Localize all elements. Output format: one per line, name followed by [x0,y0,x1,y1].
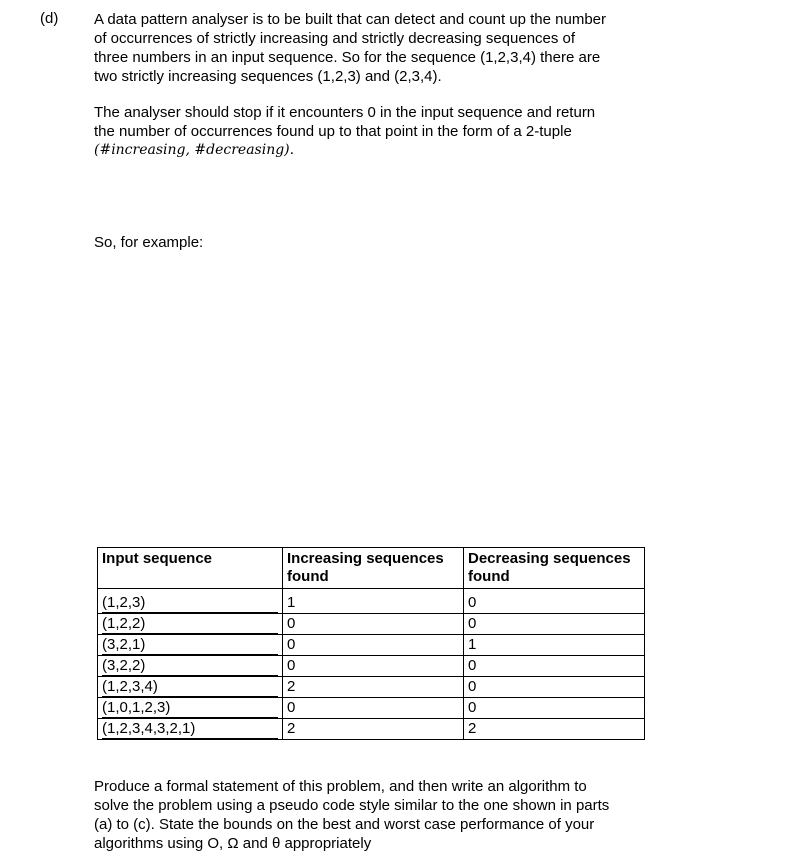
cell-input-sequence: (1,0,1,2,3) [98,698,283,719]
intro-line: A data pattern analyser is to be built that can detect and count up the number [94,11,607,28]
header-decreasing: Decreasing sequences found [464,548,645,589]
example-intro: So, for example: [94,234,204,251]
cell-decreasing: 2 [464,719,645,740]
stop-condition-paragraph [94,103,774,160]
cell-input-sequence: (1,2,3,4,3,2,1) [98,719,283,740]
intro-line: of occurrences of strictly increasing and strictly decreasing sequences of [94,30,576,47]
closing-line: algorithms using O, Ω and θ appropriately [94,835,372,852]
cell-increasing: 0 [283,614,464,635]
cell-increasing: 0 [283,635,464,656]
table-row [98,719,645,740]
cell-increasing: 1 [283,589,464,614]
table-row [98,656,645,677]
cell-decreasing: 0 [464,698,645,719]
cell-increasing: 0 [283,656,464,677]
cell-input-sequence: (1,2,2) [98,614,283,635]
cell-input-sequence: (3,2,1) [98,635,283,656]
table-row [98,589,645,614]
cell-input-sequence: (1,2,3) [98,589,283,614]
intro-line: three numbers in an input sequence. So for the sequence (1,2,3,4) there are [94,49,601,66]
closing-paragraph [94,777,774,853]
cell-decreasing: 1 [464,635,645,656]
cell-increasing: 2 [283,677,464,698]
question-label: (d) [40,10,59,27]
cell-increasing: 2 [283,719,464,740]
table-header-row [98,548,645,589]
tuple-formula: (#increasing, #decreasing). [94,142,295,158]
closing-line: solve the problem using a pseudo code style similar to the one shown in parts [94,797,610,814]
stop-line: the number of occurrences found up to that point in the form of a 2-tuple [94,123,572,140]
cell-input-sequence: (1,2,3,4) [98,677,283,698]
intro-paragraph [94,10,774,86]
table-row [98,677,645,698]
header-input-sequence: Input sequence [98,548,283,589]
closing-line: Produce a formal statement of this problem, and then write an algorithm to [94,778,587,795]
table-row [98,698,645,719]
stop-line: The analyser should stop if it encounters 0 in the input sequence and return [94,104,596,121]
table-row [98,635,645,656]
header-increasing: Increasing sequences found [283,548,464,589]
example-table [97,547,645,740]
cell-increasing: 0 [283,698,464,719]
table-row [98,614,645,635]
cell-decreasing: 0 [464,589,645,614]
cell-input-sequence: (3,2,2) [98,656,283,677]
intro-line: two strictly increasing sequences (1,2,3) and (2,3,4). [94,68,442,85]
cell-decreasing: 0 [464,656,645,677]
cell-decreasing: 0 [464,677,645,698]
closing-line: (a) to (c). State the bounds on the best and worst case performance of your [94,816,595,833]
cell-decreasing: 0 [464,614,645,635]
